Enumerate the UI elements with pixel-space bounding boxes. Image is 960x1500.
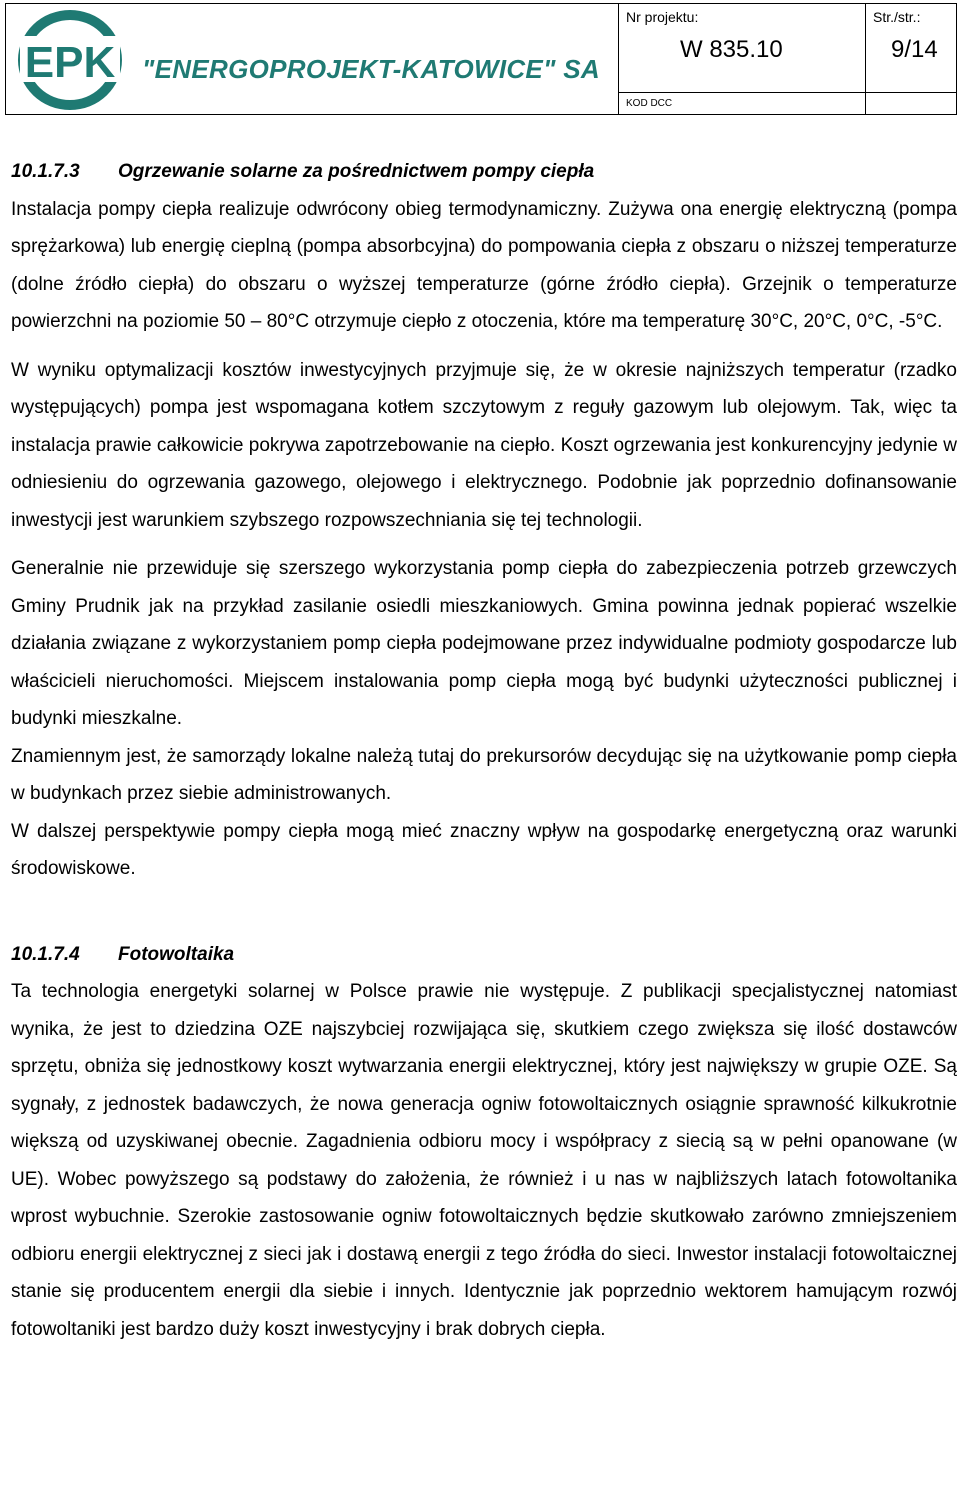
document-header [5, 3, 957, 115]
paragraph: W wyniku optymalizacji kosztów inwestycyjnych przyjmuje się, że w okresie najniższych temperatur (rzadko występujących) pompa jest wspomagana kotłem szczytowym z reguły gazowym lub olejowym. Tak, więc ta instalacja prawie całkowicie pokrywa zapotrzebowanie na ciepło. Koszt ogrzewania jest konkurencyjny jedynie w odniesieniu do ogrzewania gazowego, olejowego i elektrycznego. Podobnie jak poprzednio dofinansowanie inwestycji jest warunkiem szybszego rozpowszechniania się tej technologii. [11, 359, 957, 531]
section-title: Ogrzewanie solarne za pośrednictwem pompy ciepła [118, 161, 595, 182]
paragraph: Instalacja pompy ciepła realizuje odwrócony obieg termodynamiczny. Zużywa ona energię elektryczną (pompa sprężarkowa) lub energię cieplną (pompa absorbcyjna) do pompowania ciepła z obszaru o niższej temperaturze (dolne źródło ciepła) do obszaru o wyższej temperaturze (górne źródło ciepła). Grzejnik o temperaturze powierzchni na poziomie 50 – 80°C otrzymuje ciepło z otoczenia, które ma temperaturę 30°C, 20°C, 0°C, -5°C. [11, 198, 957, 332]
logo-cell [6, 4, 619, 114]
company-name: "ENERGOPROJEKT-KATOWICE" SA [142, 54, 600, 84]
kod-dcc-label: KOD DCC [626, 98, 673, 109]
paragraph: Ta technologia energetyki solarnej w Polsce prawie nie występuje. Z publikacji specjalistycznej natomiast wynika, że jest to dziedzina OZE najszybciej rozwijająca się, skutkiem czego zwiększa się ilość dostawców sprzętu, obniża się jednostkowy koszt wytwarzania energii elektrycznej, który jest największy w grupie OZE. Są sygnały, z jednostek badawczych, że nowa generacja ogniw fotowoltaicznych osiągnie sprawność kilkukrotnie większą od uzyskiwanej obecnie. Zagadnienia odbioru mocy i współpracy z siecią są w pełni opanowane (w UE). Wobec powyższego są podstawy do założenia, że również i u nas w najbliższych latach fotowoltanika wprost wybuchnie. Szerokie zastosowanie ogniw fotowoltaicznych będzie skutkowało zarówno zmniejszeniem odbioru energii elektrycznej z sieci jak i dostawą energii z tego źródła do sieci. Inwestor instalacji fotowoltaicznej stanie się producentem energii dla siebie i innych. Identycznie jak poprzednio wektorem hamującym rozwój fotowoltaniki jest bardzo duży koszt inwestycyjny i brak dobrych ciepła. [11, 981, 957, 1340]
section-number: 10.1.7.4 [11, 943, 80, 965]
paragraph: Znamiennym jest, że samorządy lokalne należą tutaj do prekursorów decydując się na użytkowanie pomp ciepła w budynkach przez siebie administrowanych. [11, 745, 957, 804]
kod-dcc-cell [618, 92, 866, 114]
section-number: 10.1.7.3 [11, 161, 80, 182]
empty-cell [865, 92, 956, 114]
document-body [11, 153, 957, 1348]
project-value: W 835.10 [680, 36, 783, 63]
page-label: Str./str.: [873, 9, 921, 25]
epk-logo [14, 6, 126, 114]
section-heading-heat-pump [11, 153, 957, 191]
project-label: Nr projektu: [626, 9, 699, 25]
paragraph: Generalnie nie przewiduje się szerszego wykorzystania pomp ciepła do zabezpieczenia potrzeb grzewczych Gminy Prudnik jak na przykład zasilanie osiedli mieszkaniowych. Gmina powinna jednak popierać wszelkie działania związane z wykorzystaniem pomp ciepła podejmowane przez indywidualne podmioty gospodarcze lub właścicieli nieruchomości. Miejscem instalowania pomp ciepła mogą być budynki użyteczności publicznej i budynki mieszkalne. [11, 558, 957, 729]
section-title: Fotowoltaika [118, 943, 235, 965]
paragraph: W dalszej perspektywie pompy ciepła mogą mieć znaczny wpływ na gospodarkę energetyczną oraz warunki środowiskowe. [11, 820, 957, 879]
page-number-cell [865, 4, 956, 93]
page-value: 9/14 [891, 36, 938, 63]
logo-text: EPK [24, 38, 116, 87]
project-number-cell [618, 4, 866, 93]
section-heading-photovoltaics [11, 936, 957, 974]
